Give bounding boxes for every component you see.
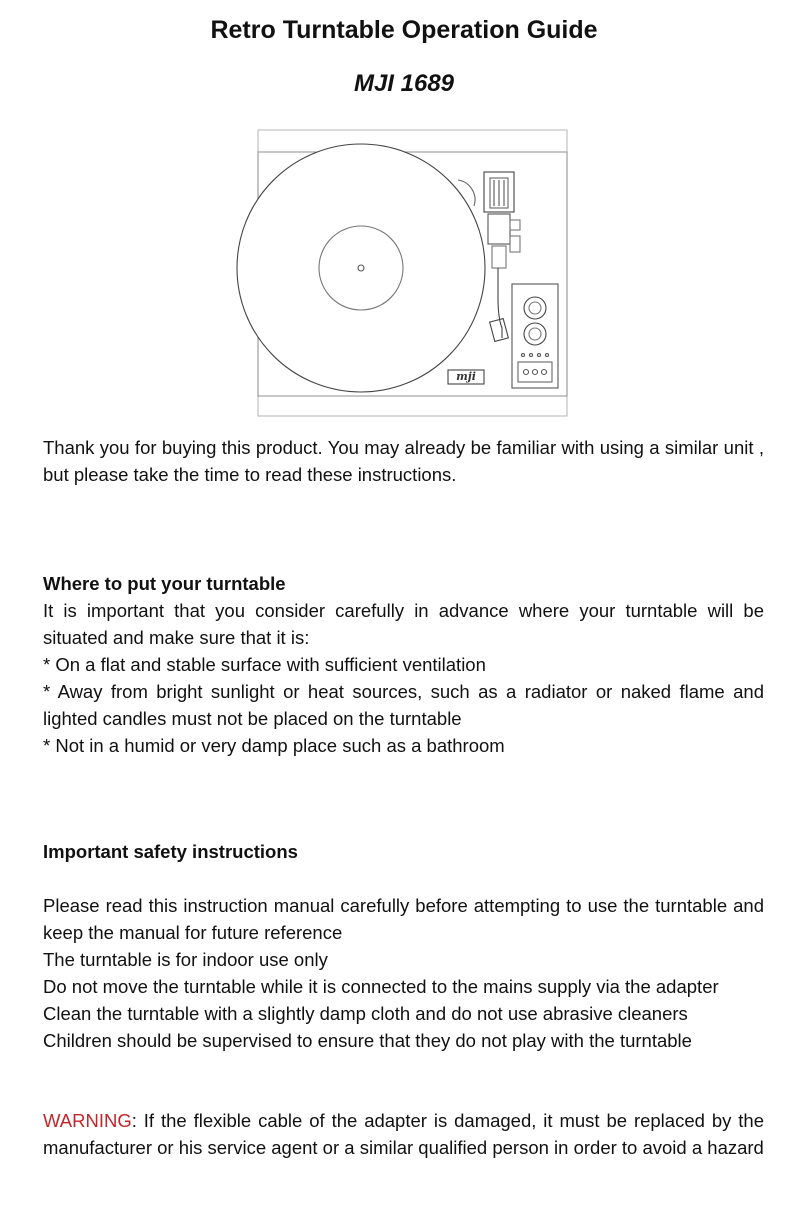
safety-line: Do not move the turntable while it is connected to the mains supply via the adapter xyxy=(43,976,719,997)
safety-section xyxy=(43,838,764,1054)
safety-line: The turntable is for indoor use only xyxy=(43,949,328,970)
document-title: Retro Turntable Operation Guide xyxy=(210,16,598,44)
placement-lead: It is important that you consider carefully in advance where your turntable will be situated and make sure that it is: xyxy=(43,600,764,648)
warning-label: WARNING xyxy=(43,1110,132,1131)
warning-text: : If the flexible cable of the adapter is damaged, it must be replaced by the manufacturer or his service agent or a similar qualified person in order to avoid a hazard xyxy=(43,1110,764,1158)
turntable-illustration xyxy=(236,128,572,418)
safety-line: Please read this instruction manual carefully before attempting to use the turntable and keep the manual for future reference xyxy=(43,895,764,943)
placement-item: * On a flat and stable surface with sufficient ventilation xyxy=(43,654,486,675)
model-number: MJI 1689 xyxy=(353,70,455,97)
placement-heading: Where to put your turntable xyxy=(43,573,286,594)
brand-logo: mji xyxy=(456,370,476,383)
placement-item: * Away from bright sunlight or heat sources, such as a radiator or naked flame and lighted candles must not be placed on the turntable xyxy=(43,681,764,729)
turntable-illustration-icon xyxy=(236,128,572,418)
section-spacer xyxy=(43,865,764,892)
warning-section xyxy=(43,1107,764,1161)
intro-paragraph: Thank you for buying this product. You may already be familiar with using a similar unit , but please take the time to read these instructions. xyxy=(43,437,764,485)
safety-heading: Important safety instructions xyxy=(43,841,298,862)
placement-item: * Not in a humid or very damp place such as a bathroom xyxy=(43,735,505,756)
warning-paragraph xyxy=(43,1107,764,1161)
safety-line: Children should be supervised to ensure that they do not play with the turntable xyxy=(43,1030,692,1051)
intro-section xyxy=(43,434,764,488)
safety-line: Clean the turntable with a slightly damp cloth and do not use abrasive cleaners xyxy=(43,1003,688,1024)
placement-section xyxy=(43,570,764,759)
